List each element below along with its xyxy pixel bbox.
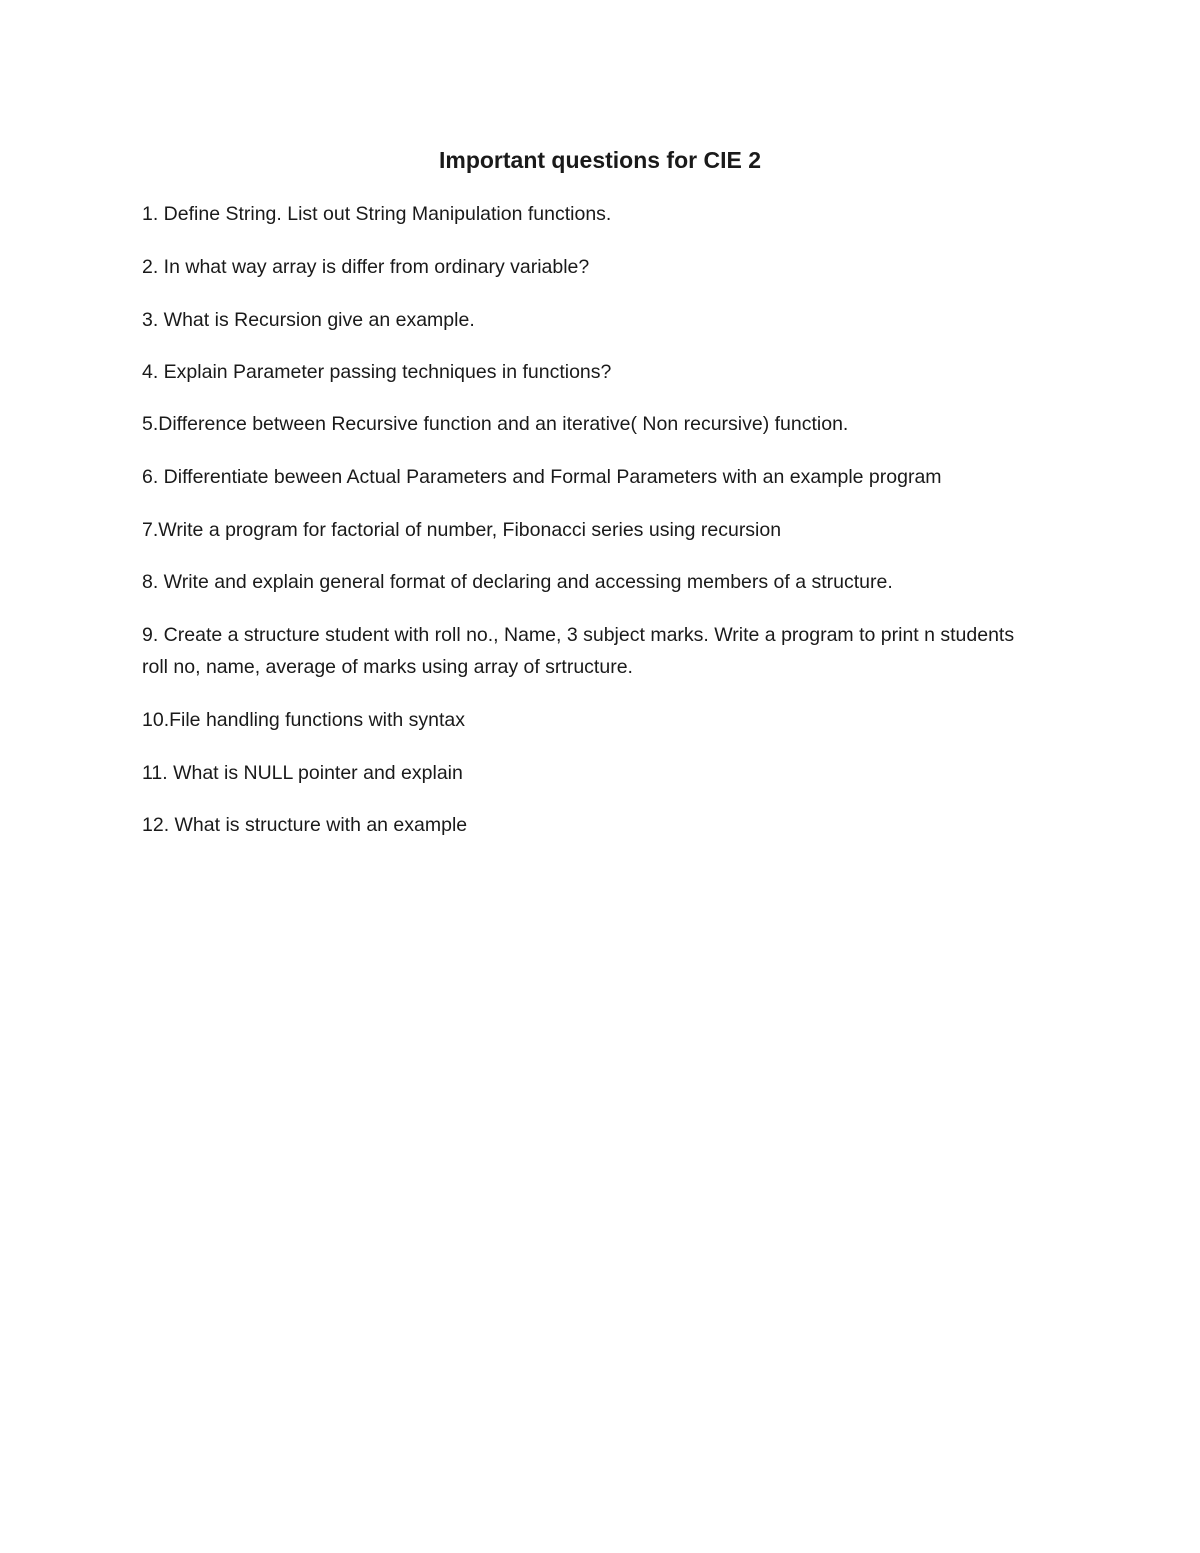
question-7: 7.Write a program for factorial of number, Fibonacci series using recursion (142, 519, 782, 541)
question-4: 4. Explain Parameter passing techniques in functions? (142, 361, 612, 383)
question-10: 10.File handling functions with syntax (142, 709, 466, 731)
question-3: 3. What is Recursion give an example. (142, 309, 475, 331)
question-1: 1. Define String. List out String Manipulation functions. (142, 203, 612, 225)
question-6: 6. Differentiate beween Actual Parameters and Formal Parameters with an example program (142, 466, 942, 488)
question-5: 5.Difference between Recursive function and an iterative( Non recursive) function. (142, 413, 849, 435)
document-title: Important questions for CIE 2 (438, 147, 762, 173)
question-9: 9. Create a structure student with roll no., Name, 3 subject marks. Write a program to print n students roll no, name, average of marks using array of srtructure. (142, 624, 1015, 678)
question-2: 2. In what way array is differ from ordinary variable? (142, 256, 590, 278)
question-11: 11. What is NULL pointer and explain (142, 762, 463, 784)
question-8: 8. Write and explain general format of declaring and accessing members of a structure. (142, 571, 893, 593)
question-12: 12. What is structure with an example (142, 814, 468, 836)
